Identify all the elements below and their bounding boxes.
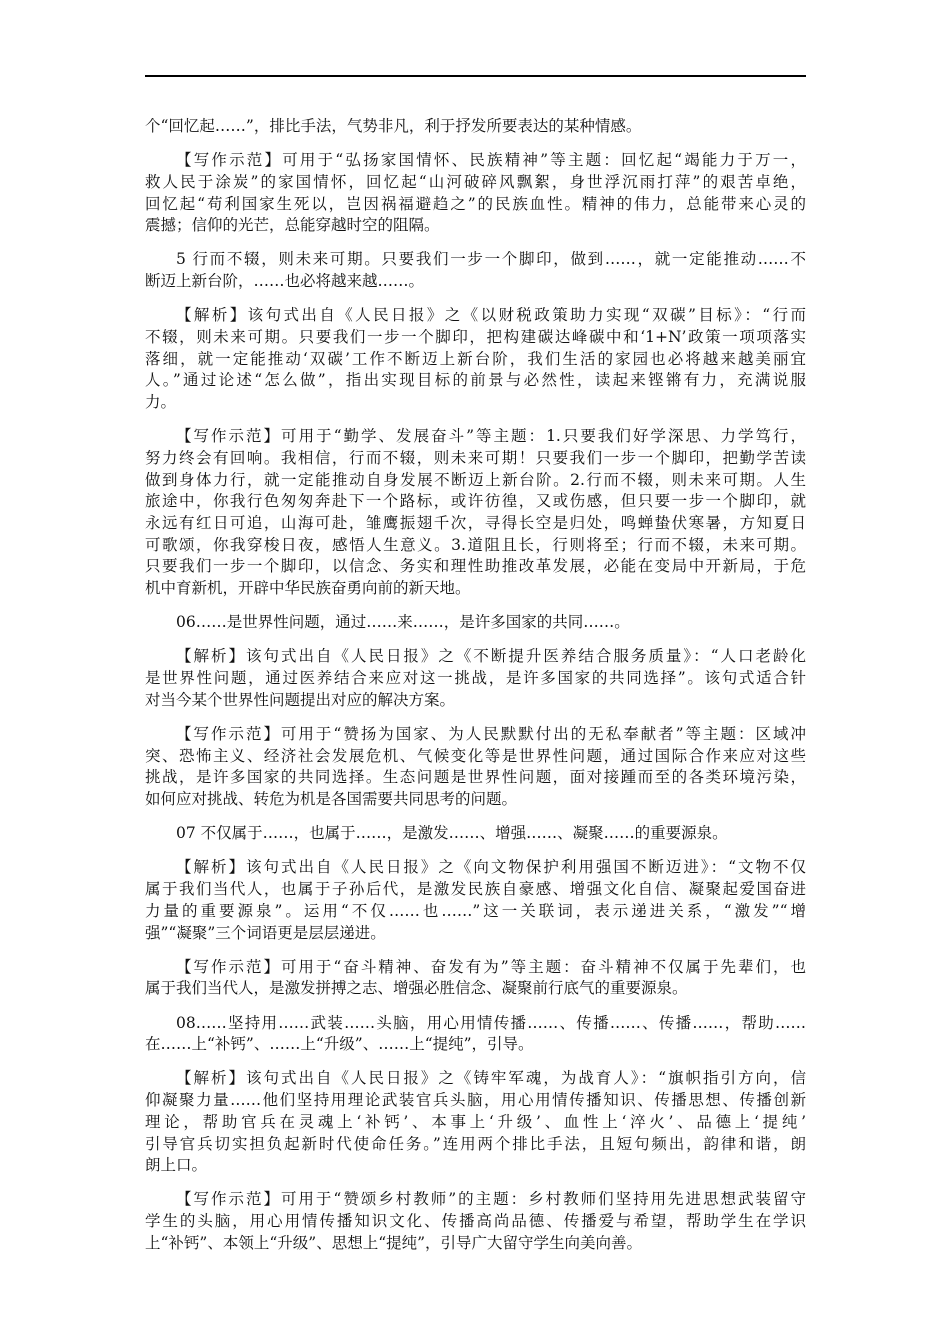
- text-line: 【写作示范】可用于“赞扬为国家、为人民默默付出的无私奉献者”等主题：区域冲: [176, 725, 806, 743]
- text-line: 仰凝聚力量……他们坚持用理论武装官兵头脑，用心用情传播知识、传播思想、传播创新: [145, 1091, 806, 1110]
- paragraph: [145, 957, 806, 1000]
- text-line: 【写作示范】可用于“奋斗精神、奋发有为”等主题：奋斗精神不仅属于先辈们，也: [176, 957, 806, 976]
- text-line: 07 不仅属于……，也属于……，是激发……、增强……、凝聚……的重要源泉。: [176, 824, 728, 843]
- paragraph: [145, 612, 806, 634]
- text-line: 强”“凝聚”三个词语更是层层递进。: [145, 923, 386, 942]
- paragraph: [145, 305, 806, 413]
- paragraph: [145, 116, 806, 138]
- paragraph: [145, 1013, 806, 1056]
- paragraph: [145, 857, 806, 944]
- paragraph: [145, 426, 806, 600]
- text-line: 个“回忆起……”，排比手法，气势非凡，利于抒发所要表达的某种情感。: [145, 117, 642, 135]
- text-line: 08……坚持用……武装……头脑，用心用情传播……、传播……、传播……，帮助……: [176, 1013, 806, 1032]
- text-line: 是世界性问题，通过医养结合来应对这一挑战，是许多国家的共同选择”。该句式适合针: [145, 669, 806, 688]
- text-line: 救人民于涂炭”的家国情怀，回忆起“山河破碎风飘絮，身世浮沉雨打萍”的艰苦卓绝，: [145, 172, 806, 191]
- text-line: 旅途中，你我行色匆匆奔赴下一个路标，或许彷徨，又或伤感，但只要一步一个脚印，就: [145, 492, 806, 511]
- text-line: 可歌颂，你我穿梭日夜，感悟人生意义。3.道阻且长，行则将至；行而不辍，未来可期。: [145, 535, 806, 554]
- text-line: 【写作示范】可用于“勤学、发展奋斗”等主题：1.只要我们好学深思、力学笃行，: [176, 427, 806, 446]
- text-line: 突、恐怖主义、经济社会发展危机、气候变化等是世界性问题，通过国际合作来应对这些: [145, 746, 806, 765]
- paragraph: [145, 1189, 806, 1254]
- text-line: 06……是世界性问题，通过……来……，是许多国家的共同……。: [176, 613, 630, 632]
- text-line: 力。: [145, 393, 177, 412]
- text-line: 5 行而不辍，则未来可期。只要我们一步一个脚印，做到……，就一定能推动……不: [176, 250, 806, 269]
- paragraph: [145, 724, 806, 811]
- text-line: 回忆起“苟利国家生死以，岂因祸福避趋之”的民族血性。精神的伟力，总能带来心灵的: [145, 194, 806, 213]
- text-line: 属于我们当代人，也属于子孙后代，是激发民族自豪感、增强文化自信、凝聚起爱国奋进: [145, 880, 806, 899]
- text-line: 不辍，则未来可期。只要我们一步一个脚印，把构建碳达峰碳中和‘1+N’政策一项项落实: [145, 328, 806, 346]
- document-body: [145, 116, 806, 1267]
- text-line: 在……上“补钙”、……上“升级”、……上“提纯”，引导。: [145, 1035, 534, 1054]
- text-line: 【写作示范】可用于“赞颂乡村教师”的主题：乡村教师们坚持用先进思想武装留守: [176, 1190, 806, 1209]
- paragraph: [145, 823, 806, 845]
- text-line: 【解析】该句式出自《人民日报》之《不断提升医养结合服务质量》：“人口老龄化: [176, 647, 806, 666]
- text-line: 朗上口。: [145, 1156, 208, 1175]
- text-line: 属于我们当代人，是激发拼搏之志、增强必胜信念、凝聚前行底气的重要源泉。: [145, 979, 688, 998]
- text-line: 【解析】该句式出自《人民日报》之《以财税政策助力实现“双碳”目标》：“行而: [176, 306, 806, 325]
- text-line: 努力终会有回响。我相信，行而不辍，则未来可期！只要我们一步一个脚印，把勤学苦读: [145, 448, 806, 467]
- text-line: 如何应对挑战、转危为机是各国需要共同思考的问题。: [145, 790, 518, 809]
- paragraph: [145, 150, 806, 237]
- text-line: 永远有红日可追，山海可赴，雏鹰振翅千次，寻得长空是归处，鸣蝉蛰伏寒暑，方知夏日: [145, 514, 806, 532]
- paragraph: [145, 1068, 806, 1176]
- text-line: 断迈上新台阶，……也必将越来越……。: [145, 272, 425, 291]
- text-line: 挑战，是许多国家的共同选择。生态问题是世界性问题，面对接踵而至的各类环境污染，: [145, 768, 806, 787]
- text-line: 做到身体力行，就一定能推动自身发展不断迈上新台阶。2.行而不辍，则未来可期。人生: [145, 470, 806, 489]
- text-line: 力量的重要源泉”。运用“不仅……也……”这一关联词，表示递进关系，“激发”“增: [145, 901, 806, 920]
- text-line: 理论，帮助官兵在灵魂上‘补钙’、本事上‘升级’、血性上‘淬火’、品德上‘提纯’: [145, 1112, 806, 1131]
- text-line: 只要我们一步一个脚印，以信念、务实和理性助推改革发展，必能在变局中开新局，于危: [145, 557, 806, 576]
- text-line: 对当今某个世界性问题提出对应的解决方案。: [145, 690, 456, 709]
- text-line: 【解析】该句式出自《人民日报》之《铸牢军魂，为战育人》：“旗帜指引方向，信: [176, 1069, 806, 1088]
- paragraph: [145, 249, 806, 292]
- text-line: 引导官兵切实担负起新时代使命任务。”连用两个排比手法，且短句频出，韵律和谐，朗: [145, 1134, 806, 1153]
- text-line: 人。”通过论述“怎么做”，指出实现目标的前景与必然性，读起来铿锵有力，充满说服: [145, 371, 806, 390]
- text-line: 机中育新机，开辟中华民族奋勇向前的新天地。: [145, 579, 471, 598]
- text-line: 落细，就一定能推动‘双碳’工作不断迈上新台阶，我们生活的家园也必将越来越美丽宜: [145, 349, 806, 368]
- text-line: 上“补钙”、本领上“升级”、思想上“提纯”，引导广大留守学生向美向善。: [145, 1233, 643, 1252]
- header-rule: [145, 75, 806, 77]
- text-line: 学生的头脑，用心用情传播知识文化、传播高尚品德、传播爱与希望，帮助学生在学识: [145, 1212, 806, 1231]
- text-line: 震撼；信仰的光芒，总能穿越时空的阻隔。: [145, 216, 440, 235]
- text-line: 【解析】该句式出自《人民日报》之《向文物保护利用强国不断迈进》：“文物不仅: [176, 858, 806, 877]
- paragraph: [145, 646, 806, 711]
- text-line: 【写作示范】可用于“弘扬家国情怀、民族精神”等主题：回忆起“竭能力于万一，: [176, 151, 806, 170]
